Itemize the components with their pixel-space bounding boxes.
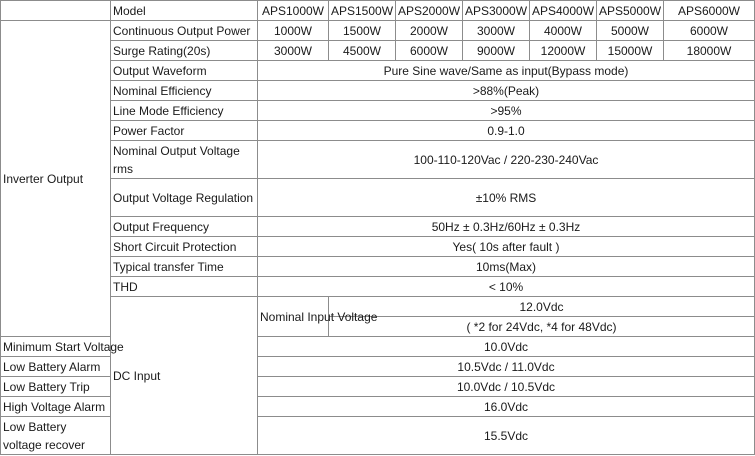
table-cell: 12000W — [530, 41, 597, 61]
table-cell: 10.0Vdc — [258, 337, 755, 357]
row-label: Low Battery Alarm — [1, 357, 111, 377]
row-label: Surge Rating(20s) — [111, 41, 258, 61]
table-cell: 10.5Vdc / 11.0Vdc — [258, 357, 755, 377]
row-label: High Voltage Alarm — [1, 397, 111, 417]
table-cell: 100-110-120Vac / 220-230-240Vac — [258, 141, 755, 179]
table-cell: 3000W — [463, 21, 530, 41]
table-row — [1, 337, 755, 357]
table-cell: 1000W — [258, 21, 329, 41]
row-label: Output Voltage Regulation — [111, 179, 258, 217]
row-label: Line Mode Efficiency — [111, 101, 258, 121]
table-cell: 6000W — [664, 21, 755, 41]
model-label: Model — [111, 1, 258, 21]
table-row — [1, 141, 755, 179]
table-cell: ( *2 for 24Vdc, *4 for 48Vdc) — [329, 317, 755, 337]
table-cell: 4500W — [329, 41, 396, 61]
row-label: THD — [111, 277, 258, 297]
table-cell: 3000W — [258, 41, 329, 61]
table-row — [1, 61, 755, 81]
table-row — [1, 277, 755, 297]
row-label: Nominal Efficiency — [111, 81, 258, 101]
table-cell: ±10% RMS — [258, 179, 755, 217]
model-header: APS6000W — [664, 1, 755, 21]
table-cell: Yes( 10s after fault ) — [258, 237, 755, 257]
group-dc-input: DC Input — [111, 297, 258, 455]
row-label: Typical transfer Time — [111, 257, 258, 277]
corner-cell — [1, 1, 111, 21]
row-label: Nominal Output Voltage rms — [111, 141, 258, 179]
row-label: Power Factor — [111, 121, 258, 141]
table-cell: 4000W — [530, 21, 597, 41]
row-label: Output Frequency — [111, 217, 258, 237]
table-cell: 16.0Vdc — [258, 397, 755, 417]
row-label: Low Battery voltage recover — [1, 417, 111, 455]
model-header: APS4000W — [530, 1, 597, 21]
table-row — [1, 121, 755, 141]
row-label: Nominal Input Voltage — [258, 297, 329, 337]
table-cell: 9000W — [463, 41, 530, 61]
table-cell: 10ms(Max) — [258, 257, 755, 277]
table-row — [1, 21, 755, 41]
table-cell: 1500W — [329, 21, 396, 41]
table-cell: < 10% — [258, 277, 755, 297]
model-header: APS5000W — [597, 1, 664, 21]
row-label: Short Circuit Protection — [111, 237, 258, 257]
table-row — [1, 297, 755, 317]
table-cell: 15.5Vdc — [258, 417, 755, 455]
table-row — [1, 257, 755, 277]
table-cell: 2000W — [396, 21, 463, 41]
table-cell: 6000W — [396, 41, 463, 61]
row-label: Continuous Output Power — [111, 21, 258, 41]
table-row — [1, 217, 755, 237]
model-header: APS3000W — [463, 1, 530, 21]
row-label: Minimum Start Voltage — [1, 337, 111, 357]
table-cell: 18000W — [664, 41, 755, 61]
table-row — [1, 237, 755, 257]
table-cell: 15000W — [597, 41, 664, 61]
table-row — [1, 179, 755, 217]
table-row — [1, 101, 755, 121]
table-cell: >95% — [258, 101, 755, 121]
table-row — [1, 81, 755, 101]
model-header: APS2000W — [396, 1, 463, 21]
table-cell: 5000W — [597, 21, 664, 41]
row-label: Output Waveform — [111, 61, 258, 81]
table-cell: >88%(Peak) — [258, 81, 755, 101]
row-label: Low Battery Trip — [1, 377, 111, 397]
table-cell: 10.0Vdc / 10.5Vdc — [258, 377, 755, 397]
table-row — [1, 41, 755, 61]
header-row — [1, 1, 755, 21]
table-cell: 50Hz ± 0.3Hz/60Hz ± 0.3Hz — [258, 217, 755, 237]
model-header: APS1500W — [329, 1, 396, 21]
group-inverter-output: Inverter Output — [1, 21, 111, 337]
table-cell: 0.9-1.0 — [258, 121, 755, 141]
model-header: APS1000W — [258, 1, 329, 21]
table-cell: 12.0Vdc — [329, 297, 755, 317]
table-cell: Pure Sine wave/Same as input(Bypass mode) — [258, 61, 755, 81]
